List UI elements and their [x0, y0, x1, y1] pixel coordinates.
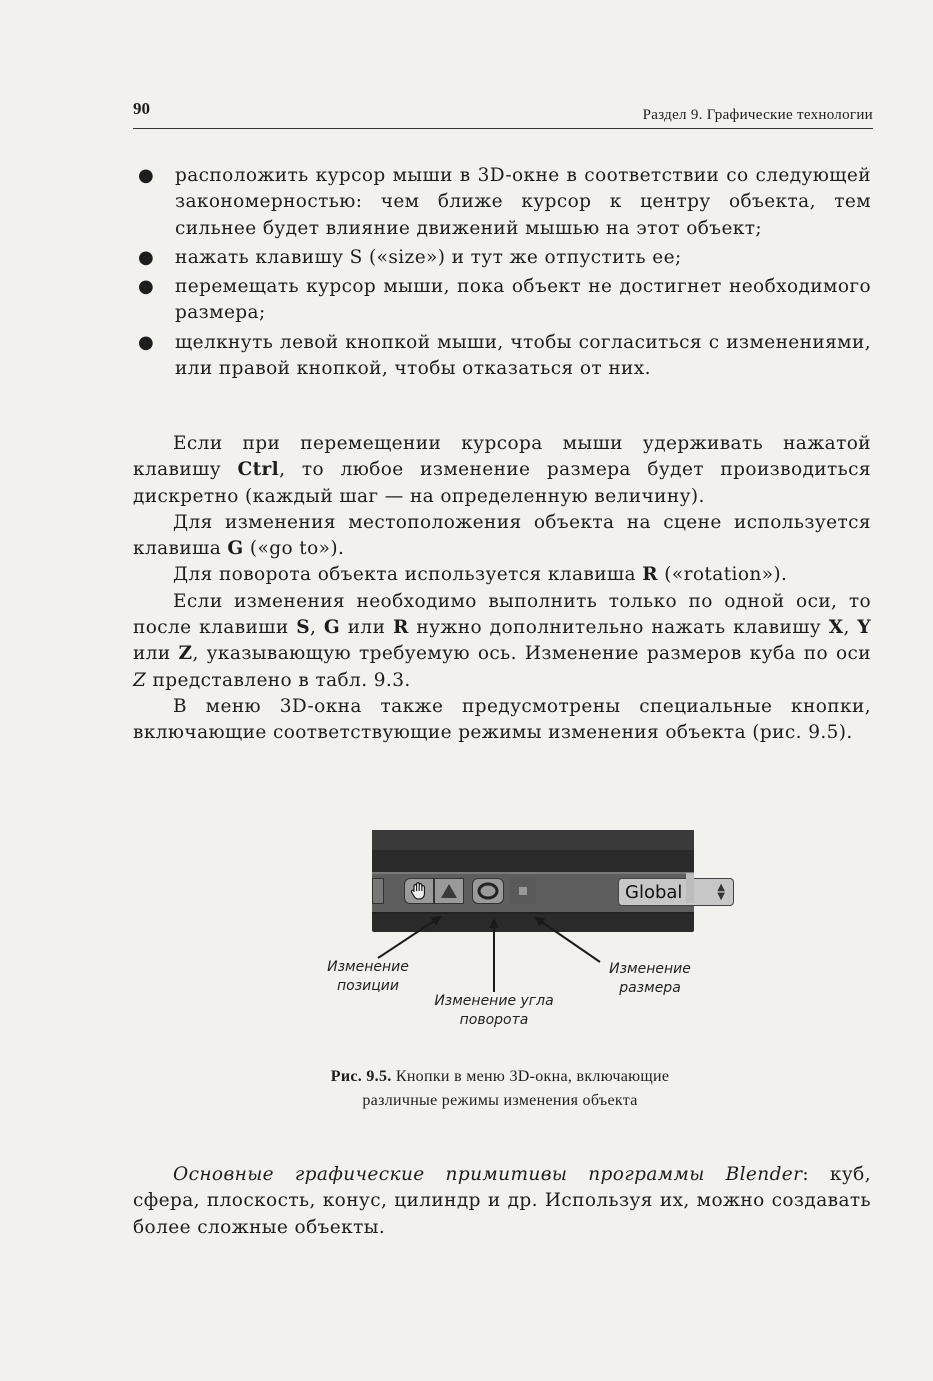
label-rotation: Изменение угла поворота	[434, 993, 554, 1028]
bullet-icon: ●	[138, 276, 155, 298]
list-item-text: нажать клавишу S («size») и тут же отпустить ее;	[175, 246, 682, 268]
figure-caption: Рис. 9.5. Кнопки в меню 3D-окна, включающие различные режимы изменения объекта	[330, 1068, 670, 1109]
paragraph: Если при перемещении курсора мыши удерживать нажатой клавишу Ctrl, то любое изменение размера будет производиться дискретно (каждый шаг — на определенную величину).	[133, 433, 871, 507]
header-rule	[133, 128, 873, 129]
bullet-icon: ●	[138, 165, 155, 186]
paragraph: В меню 3D-окна также предусмотрены специальные кнопки, включающие соответствующие режимы изменения объекта (рис. 9.5).	[133, 695, 871, 744]
body-paragraphs	[133, 431, 871, 747]
final-paragraph	[133, 1162, 871, 1241]
bullet-list	[133, 163, 871, 382]
label-position: Изменение позиции	[327, 959, 409, 994]
paragraph: Если изменения необходимо выполнить только по одной оси, то после клавиши S, G или R нужно дополнительно нажать клавишу X, Y или Z, указывающую требуемую ось. Изменение размеров куба по оси Z представлено в табл. 9.3.	[133, 590, 871, 691]
paragraph: Для изменения местоположения объекта на сцене используется клавиша G («go to»).	[133, 511, 871, 560]
list-item	[133, 274, 871, 327]
page-number: 90	[133, 99, 150, 118]
figure-9-5	[300, 820, 725, 1040]
list-item	[133, 163, 871, 242]
label-size: Изменение размера	[609, 961, 691, 996]
list-item	[133, 245, 871, 271]
list-item-text: щелкнуть левой кнопкой мыши, чтобы согласиться с изменениями, или правой кнопкой, чтобы отказаться от них.	[175, 331, 871, 380]
list-item-text: расположить курсор мыши в 3D-окне в соответствии со следующей закономерностью: чем ближе курсор к центру объекта, тем сильнее будет влияние движений мышью на этот объект;	[175, 165, 871, 239]
list-item	[133, 330, 871, 383]
bullet-icon: ●	[138, 246, 155, 268]
paragraph: Для поворота объекта используется клавиша R («rotation»).	[173, 564, 788, 586]
list-item-text: перемещать курсор мыши, пока объект не достигнет необходимого размера;	[175, 276, 871, 324]
bullet-icon: ●	[138, 331, 155, 353]
transform-orientation-select[interactable]: Global ▲ ▼	[618, 878, 734, 906]
paragraph: Основные графические примитивы программы Blender: куб, сфера, плоскость, конус, цилиндр и др. Используя их, можно создавать более сложные объекты.	[133, 1164, 871, 1238]
select-arrows-icon: ▲ ▼	[717, 882, 725, 902]
running-header: Раздел 9. Графические технологии	[642, 107, 873, 123]
